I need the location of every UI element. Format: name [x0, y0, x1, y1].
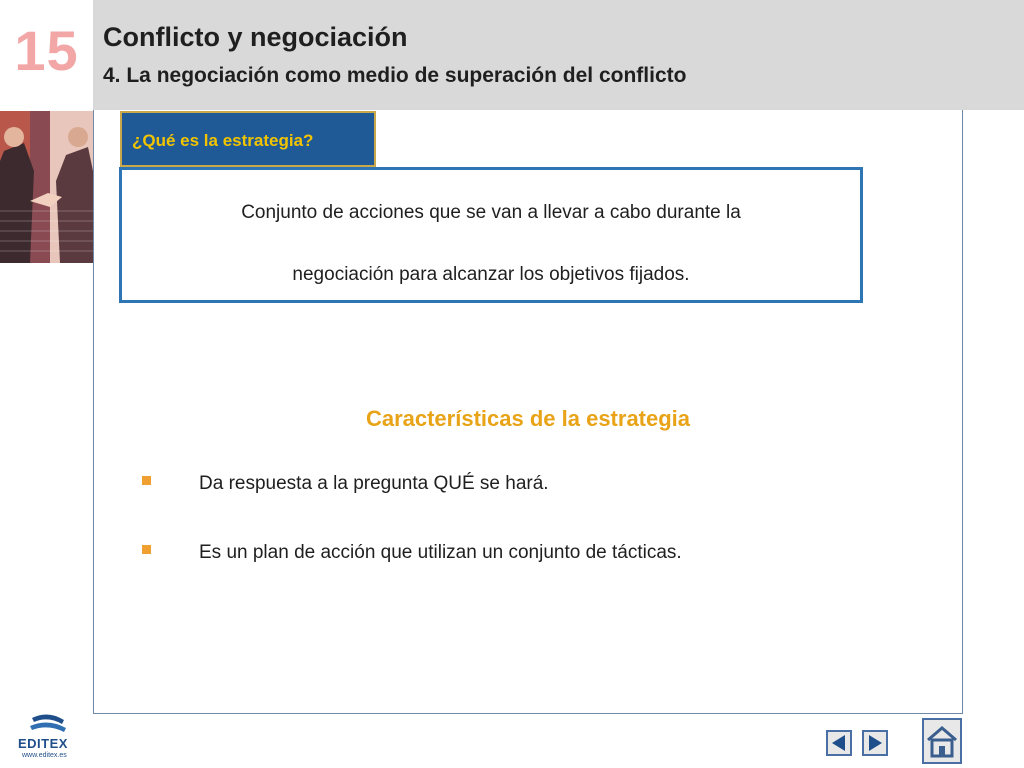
definition-line-1: Conjunto de acciones que se van a llevar a cabo durante la: [241, 202, 741, 223]
handshake-illustration: [0, 111, 93, 263]
page-subtitle: 4. La negociación como medio de superación del conflicto: [103, 64, 687, 87]
page-title: Conflicto y negociación: [103, 22, 408, 52]
home-button[interactable]: [922, 718, 962, 764]
header-bar: [0, 0, 1024, 110]
triangle-right-icon: [864, 732, 886, 754]
definition-line-2: negociación para alcanzar los objetivos fijados.: [292, 264, 690, 285]
chapter-number: 15: [14, 19, 79, 82]
next-button[interactable]: [862, 730, 888, 756]
chapter-badge: [0, 0, 93, 110]
triangle-left-icon: [828, 732, 850, 754]
characteristics-title: Características de la estrategia: [365, 406, 691, 431]
previous-button[interactable]: [826, 730, 852, 756]
tab-label: ¿Qué es la estrategia?: [132, 131, 314, 150]
house-icon: [924, 720, 960, 762]
bullet-icon: [142, 545, 151, 554]
logo-wordmark: EDITEX: [18, 736, 68, 751]
bullet-icon: [142, 476, 151, 485]
definition-box: [119, 167, 863, 303]
logo-url: www.editex.es: [22, 752, 67, 759]
list-item: Da respuesta a la pregunta QUÉ se hará.: [199, 473, 549, 494]
list-item: Es un plan de acción que utilizan un conjunto de tácticas.: [199, 542, 682, 563]
tab-que-es-estrategia[interactable]: [120, 111, 376, 167]
